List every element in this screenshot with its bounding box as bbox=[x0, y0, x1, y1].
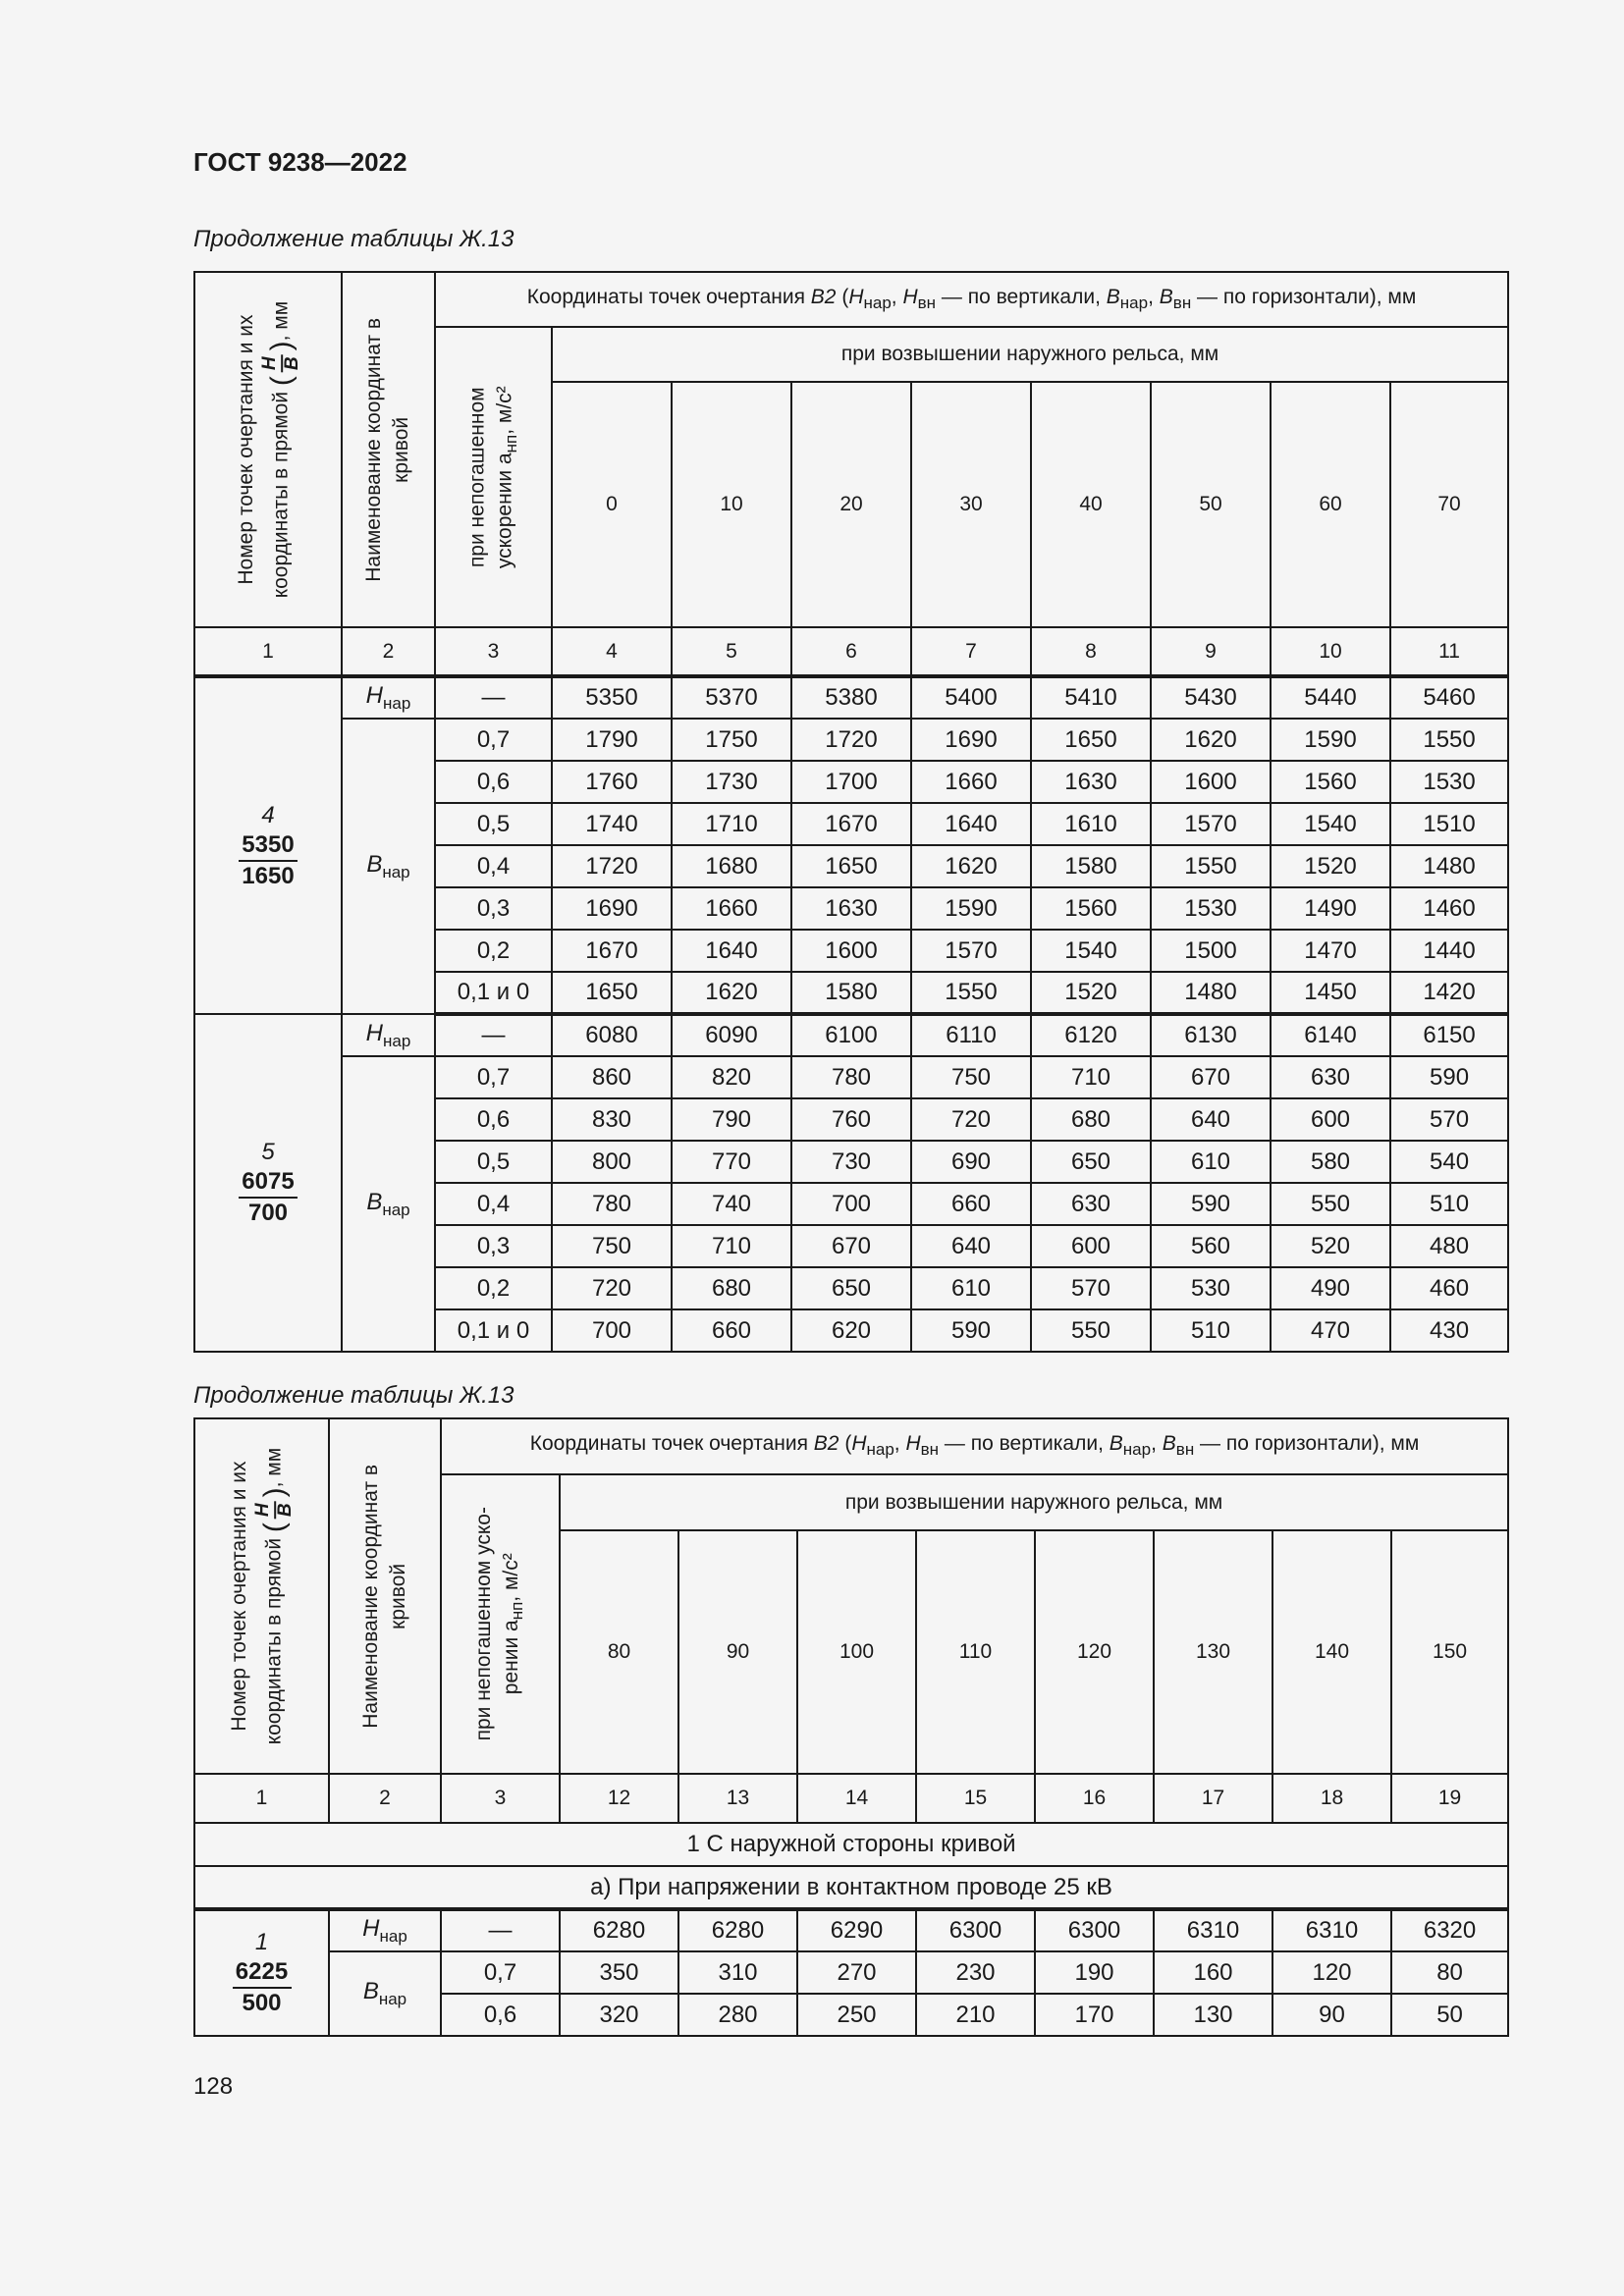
value-cell: 460 bbox=[1390, 1267, 1508, 1309]
value-cell: 480 bbox=[1390, 1225, 1508, 1267]
value-cell: 660 bbox=[911, 1183, 1031, 1225]
value-cell: 470 bbox=[1271, 1309, 1390, 1352]
value-cell: 1690 bbox=[911, 719, 1031, 761]
value-cell: 610 bbox=[1151, 1141, 1271, 1183]
elevation-header: 80 bbox=[560, 1530, 678, 1774]
acceleration-cell: 0,6 bbox=[435, 1098, 552, 1141]
value-cell: 5460 bbox=[1390, 676, 1508, 719]
value-cell: 1720 bbox=[552, 845, 672, 887]
value-cell: 1760 bbox=[552, 761, 672, 803]
table-caption: Продолжение таблицы Ж.13 bbox=[193, 226, 514, 252]
value-cell: 1540 bbox=[1031, 930, 1151, 972]
value-cell: 1550 bbox=[1390, 719, 1508, 761]
point-number: 5 bbox=[261, 1139, 275, 1165]
value-cell: 320 bbox=[560, 1994, 678, 2036]
acceleration-cell: 0,7 bbox=[435, 719, 552, 761]
elevation-header: 20 bbox=[791, 382, 911, 627]
value-cell: 1420 bbox=[1390, 972, 1508, 1014]
value-cell: 1600 bbox=[791, 930, 911, 972]
value-cell: 800 bbox=[552, 1141, 672, 1183]
value-cell: 280 bbox=[678, 1994, 797, 2036]
point-label bbox=[194, 1014, 342, 1352]
value-cell: 190 bbox=[1035, 1951, 1154, 1994]
value-cell: 1530 bbox=[1151, 887, 1271, 930]
value-cell: 750 bbox=[552, 1225, 672, 1267]
value-cell: 1600 bbox=[1151, 761, 1271, 803]
column-number: 1 bbox=[194, 1774, 329, 1823]
value-cell: 1630 bbox=[1031, 761, 1151, 803]
table-caption: Продолжение таблицы Ж.13 bbox=[193, 1382, 514, 1409]
value-cell: 1610 bbox=[1031, 803, 1151, 845]
acceleration-cell: 0,5 bbox=[435, 803, 552, 845]
elevation-header: 120 bbox=[1035, 1530, 1154, 1774]
value-cell: 580 bbox=[1271, 1141, 1390, 1183]
value-cell: 6300 bbox=[1035, 1909, 1154, 1951]
value-cell: 250 bbox=[797, 1994, 916, 2036]
value-cell: 680 bbox=[672, 1267, 791, 1309]
value-cell: 830 bbox=[552, 1098, 672, 1141]
value-cell: 1660 bbox=[672, 887, 791, 930]
value-cell: 1790 bbox=[552, 719, 672, 761]
table-row bbox=[194, 719, 1508, 761]
value-cell: 1590 bbox=[911, 887, 1031, 930]
value-cell: 1740 bbox=[552, 803, 672, 845]
value-cell: 6150 bbox=[1390, 1014, 1508, 1056]
value-cell: 1730 bbox=[672, 761, 791, 803]
acceleration-cell: 0,5 bbox=[435, 1141, 552, 1183]
value-cell: 610 bbox=[911, 1267, 1031, 1309]
value-cell: 600 bbox=[1031, 1225, 1151, 1267]
value-cell: 700 bbox=[791, 1183, 911, 1225]
value-cell: 1510 bbox=[1390, 803, 1508, 845]
column-number: 11 bbox=[1390, 627, 1508, 676]
value-cell: 710 bbox=[672, 1225, 791, 1267]
h-over-b-fraction: H B bbox=[252, 1503, 297, 1518]
value-cell: 5440 bbox=[1271, 676, 1390, 719]
value-cell: 6280 bbox=[560, 1909, 678, 1951]
elevation-header: 40 bbox=[1031, 382, 1151, 627]
column-number: 5 bbox=[672, 627, 791, 676]
value-cell: 720 bbox=[911, 1098, 1031, 1141]
value-cell: 6280 bbox=[678, 1909, 797, 1951]
acceleration-cell: 0,7 bbox=[435, 1056, 552, 1098]
point-coordinates bbox=[195, 801, 341, 891]
value-cell: 670 bbox=[791, 1225, 911, 1267]
table-row bbox=[194, 676, 1508, 719]
value-cell: 720 bbox=[552, 1267, 672, 1309]
value-cell: 5400 bbox=[911, 676, 1031, 719]
value-cell: 6080 bbox=[552, 1014, 672, 1056]
value-cell: 750 bbox=[911, 1056, 1031, 1098]
coord-letter: В bbox=[362, 1978, 379, 2005]
acceleration-cell: 0,3 bbox=[435, 887, 552, 930]
value-cell: 1570 bbox=[911, 930, 1031, 972]
value-cell: 570 bbox=[1390, 1098, 1508, 1141]
value-cell: 790 bbox=[672, 1098, 791, 1141]
value-cell: 1480 bbox=[1151, 972, 1271, 1014]
column-number: 18 bbox=[1272, 1774, 1391, 1823]
coord-name-b bbox=[342, 1056, 435, 1352]
value-cell: 570 bbox=[1031, 1267, 1151, 1309]
column-number: 3 bbox=[435, 627, 552, 676]
value-cell: 1590 bbox=[1271, 719, 1390, 761]
point-height: 5350 bbox=[239, 830, 298, 862]
value-cell: 710 bbox=[1031, 1056, 1151, 1098]
coord-subscript: нар bbox=[379, 1926, 407, 1946]
value-cell: 550 bbox=[1031, 1309, 1151, 1352]
coord-letter: Н bbox=[362, 1915, 380, 1943]
acceleration-cell: 0,2 bbox=[435, 1267, 552, 1309]
value-cell: 1530 bbox=[1390, 761, 1508, 803]
value-cell: 550 bbox=[1271, 1183, 1390, 1225]
point-width: 1650 bbox=[242, 862, 295, 889]
value-cell: 6300 bbox=[916, 1909, 1035, 1951]
coord-letter: Н bbox=[365, 682, 384, 710]
acceleration-cell: 0,1 и 0 bbox=[435, 1309, 552, 1352]
value-cell: 1650 bbox=[791, 845, 911, 887]
value-cell: 1620 bbox=[672, 972, 791, 1014]
elevation-header: 140 bbox=[1272, 1530, 1391, 1774]
elevation-header: 150 bbox=[1391, 1530, 1508, 1774]
data-table-1 bbox=[193, 271, 1509, 1353]
value-cell: 1670 bbox=[552, 930, 672, 972]
elevation-header: 130 bbox=[1154, 1530, 1272, 1774]
value-cell: 1690 bbox=[552, 887, 672, 930]
value-cell: 1440 bbox=[1390, 930, 1508, 972]
value-cell: 1500 bbox=[1151, 930, 1271, 972]
column-number: 17 bbox=[1154, 1774, 1272, 1823]
value-cell: 690 bbox=[911, 1141, 1031, 1183]
value-cell: 1550 bbox=[911, 972, 1031, 1014]
value-cell: 1520 bbox=[1031, 972, 1151, 1014]
value-cell: 1640 bbox=[911, 803, 1031, 845]
elevation-header: 30 bbox=[911, 382, 1031, 627]
point-label bbox=[194, 676, 342, 1014]
value-cell: 820 bbox=[672, 1056, 791, 1098]
column-number: 7 bbox=[911, 627, 1031, 676]
column-number: 2 bbox=[342, 627, 435, 676]
value-cell: 1470 bbox=[1271, 930, 1390, 972]
header-point-number: Номер точек очертания и их координаты в прямой ( H B ), мм bbox=[194, 1418, 329, 1774]
value-cell: 6140 bbox=[1271, 1014, 1390, 1056]
value-cell: 640 bbox=[911, 1225, 1031, 1267]
value-cell: 1630 bbox=[791, 887, 911, 930]
header-main: Координаты точек очертания В2 ($Н_{нар}$, $Н_{вн}$ — по вертикали, $В_{нар}$, $В_{вн}$ — по горизонтали), мм bbox=[435, 272, 1508, 327]
coord-letter: Н bbox=[365, 1019, 384, 1046]
column-number: 2 bbox=[329, 1774, 441, 1823]
column-number: 12 bbox=[560, 1774, 678, 1823]
coord-letter: В bbox=[366, 1188, 383, 1215]
value-cell: 310 bbox=[678, 1951, 797, 1994]
value-cell: 170 bbox=[1035, 1994, 1154, 2036]
value-cell: 680 bbox=[1031, 1098, 1151, 1141]
header-elevation: при возвышении наружного рельса, мм bbox=[552, 327, 1508, 382]
acceleration-cell: 0,3 bbox=[435, 1225, 552, 1267]
value-cell: 600 bbox=[1271, 1098, 1390, 1141]
value-cell: 670 bbox=[1151, 1056, 1271, 1098]
column-number: 3 bbox=[441, 1774, 560, 1823]
column-number: 4 bbox=[552, 627, 672, 676]
value-cell: 770 bbox=[672, 1141, 791, 1183]
value-cell: 6120 bbox=[1031, 1014, 1151, 1056]
point-height: 6225 bbox=[233, 1957, 292, 1989]
value-cell: 1540 bbox=[1271, 803, 1390, 845]
value-cell: 660 bbox=[672, 1309, 791, 1352]
value-cell: 1580 bbox=[791, 972, 911, 1014]
value-cell: 5410 bbox=[1031, 676, 1151, 719]
acceleration-cell: 0,7 bbox=[441, 1951, 560, 1994]
elevation-header: 90 bbox=[678, 1530, 797, 1774]
section-title: 1 С наружной стороны кривой bbox=[194, 1823, 1508, 1866]
value-cell: 1560 bbox=[1031, 887, 1151, 930]
point-label bbox=[194, 1909, 329, 2036]
value-cell: 270 bbox=[797, 1951, 916, 1994]
value-cell: 1450 bbox=[1271, 972, 1390, 1014]
acceleration-cell: 0,6 bbox=[441, 1994, 560, 2036]
header-main: Координаты точек очертания В2 ($Н_{нар}$, $Н_{вн}$ — по вертикали, $В_{нар}$, $В_{вн}$ — по горизонтали), мм bbox=[441, 1418, 1508, 1474]
point-coordinates bbox=[195, 1138, 341, 1228]
value-cell: 780 bbox=[552, 1183, 672, 1225]
elevation-header: 0 bbox=[552, 382, 672, 627]
value-cell: 510 bbox=[1390, 1183, 1508, 1225]
page-number: 128 bbox=[193, 2073, 234, 2100]
value-cell: 5380 bbox=[791, 676, 911, 719]
point-coordinates bbox=[195, 1928, 328, 2018]
value-cell: 630 bbox=[1031, 1183, 1151, 1225]
coord-letter: В bbox=[366, 850, 383, 878]
point-number: 1 bbox=[254, 1929, 269, 1955]
column-number: 15 bbox=[916, 1774, 1035, 1823]
value-cell: 6310 bbox=[1272, 1909, 1391, 1951]
header-acceleration: при непогашенном ускорении $a_{нп}$, м/с² bbox=[435, 327, 552, 627]
value-cell: 50 bbox=[1391, 1994, 1508, 2036]
value-cell: 6100 bbox=[791, 1014, 911, 1056]
value-cell: 230 bbox=[916, 1951, 1035, 1994]
column-number: 1 bbox=[194, 627, 342, 676]
value-cell: 6110 bbox=[911, 1014, 1031, 1056]
value-cell: 620 bbox=[791, 1309, 911, 1352]
document-header: ГОСТ 9238—2022 bbox=[193, 147, 407, 177]
value-cell: 130 bbox=[1154, 1994, 1272, 2036]
table-row bbox=[194, 1951, 1508, 1994]
coord-name-h bbox=[329, 1909, 441, 1951]
elevation-header: 100 bbox=[797, 1530, 916, 1774]
coord-subscript: нар bbox=[382, 1200, 410, 1219]
value-cell: 1680 bbox=[672, 845, 791, 887]
value-cell: 1550 bbox=[1151, 845, 1271, 887]
value-cell: 1670 bbox=[791, 803, 911, 845]
coord-subscript: нар bbox=[382, 862, 410, 881]
coord-name-b bbox=[342, 719, 435, 1014]
value-cell: 1640 bbox=[672, 930, 791, 972]
column-number: 16 bbox=[1035, 1774, 1154, 1823]
value-cell: 1660 bbox=[911, 761, 1031, 803]
value-cell: 6310 bbox=[1154, 1909, 1272, 1951]
table-row bbox=[194, 1909, 1508, 1951]
value-cell: 510 bbox=[1151, 1309, 1271, 1352]
point-number: 4 bbox=[261, 801, 275, 828]
elevation-header: 50 bbox=[1151, 382, 1271, 627]
value-cell: 590 bbox=[911, 1309, 1031, 1352]
coord-subscript: нар bbox=[383, 1031, 411, 1050]
value-cell: 560 bbox=[1151, 1225, 1271, 1267]
value-cell: 90 bbox=[1272, 1994, 1391, 2036]
value-cell: 760 bbox=[791, 1098, 911, 1141]
value-cell: 350 bbox=[560, 1951, 678, 1994]
value-cell: 1650 bbox=[552, 972, 672, 1014]
subsection-title: а) При напряжении в контактном проводе 25 кВ bbox=[194, 1866, 1508, 1909]
value-cell: 160 bbox=[1154, 1951, 1272, 1994]
acceleration-cell: 0,4 bbox=[435, 1183, 552, 1225]
value-cell: 1580 bbox=[1031, 845, 1151, 887]
coord-subscript: нар bbox=[383, 693, 411, 713]
value-cell: 650 bbox=[791, 1267, 911, 1309]
value-cell: 5430 bbox=[1151, 676, 1271, 719]
column-number: 19 bbox=[1391, 1774, 1508, 1823]
point-width: 700 bbox=[247, 1200, 289, 1226]
value-cell: 1460 bbox=[1390, 887, 1508, 930]
value-cell: 490 bbox=[1271, 1267, 1390, 1309]
value-cell: 1570 bbox=[1151, 803, 1271, 845]
header-coordinate-name: Наименование координат в кривой bbox=[329, 1418, 441, 1774]
value-cell: 730 bbox=[791, 1141, 911, 1183]
value-cell: 1480 bbox=[1390, 845, 1508, 887]
value-cell: 1710 bbox=[672, 803, 791, 845]
value-cell: 590 bbox=[1390, 1056, 1508, 1098]
column-number: 8 bbox=[1031, 627, 1151, 676]
value-cell: 640 bbox=[1151, 1098, 1271, 1141]
value-cell: 5370 bbox=[672, 676, 791, 719]
acceleration-cell: — bbox=[441, 1909, 560, 1951]
header-coordinate-name: Наименование координат в кривой bbox=[342, 272, 435, 627]
column-number: 14 bbox=[797, 1774, 916, 1823]
value-cell: 530 bbox=[1151, 1267, 1271, 1309]
value-cell: 520 bbox=[1271, 1225, 1390, 1267]
value-cell: 1620 bbox=[911, 845, 1031, 887]
value-cell: 6290 bbox=[797, 1909, 916, 1951]
coord-subscript: нар bbox=[378, 1989, 407, 2008]
value-cell: 210 bbox=[916, 1994, 1035, 2036]
value-cell: 1720 bbox=[791, 719, 911, 761]
value-cell: 590 bbox=[1151, 1183, 1271, 1225]
value-cell: 6130 bbox=[1151, 1014, 1271, 1056]
point-width: 500 bbox=[242, 1990, 282, 2016]
h-over-b-fraction: H B bbox=[259, 356, 303, 371]
table-row bbox=[194, 1056, 1508, 1098]
coord-name-h bbox=[342, 1014, 435, 1056]
data-table-2 bbox=[193, 1417, 1509, 2037]
value-cell: 1650 bbox=[1031, 719, 1151, 761]
elevation-header: 60 bbox=[1271, 382, 1390, 627]
elevation-header: 10 bbox=[672, 382, 791, 627]
value-cell: 5350 bbox=[552, 676, 672, 719]
value-cell: 120 bbox=[1272, 1951, 1391, 1994]
value-cell: 1490 bbox=[1271, 887, 1390, 930]
value-cell: 630 bbox=[1271, 1056, 1390, 1098]
value-cell: 1620 bbox=[1151, 719, 1271, 761]
acceleration-cell: 0,1 и 0 bbox=[435, 972, 552, 1014]
column-number: 13 bbox=[678, 1774, 797, 1823]
table-row bbox=[194, 1014, 1508, 1056]
value-cell: 700 bbox=[552, 1309, 672, 1352]
acceleration-cell: 0,6 bbox=[435, 761, 552, 803]
value-cell: 740 bbox=[672, 1183, 791, 1225]
value-cell: 80 bbox=[1391, 1951, 1508, 1994]
value-cell: 650 bbox=[1031, 1141, 1151, 1183]
value-cell: 540 bbox=[1390, 1141, 1508, 1183]
elevation-header: 70 bbox=[1390, 382, 1508, 627]
value-cell: 1700 bbox=[791, 761, 911, 803]
value-cell: 780 bbox=[791, 1056, 911, 1098]
value-cell: 860 bbox=[552, 1056, 672, 1098]
header-point-number: Номер точек очертания и их координаты в прямой ( H B ), мм bbox=[194, 272, 342, 627]
column-number: 10 bbox=[1271, 627, 1390, 676]
column-number: 9 bbox=[1151, 627, 1271, 676]
value-cell: 1520 bbox=[1271, 845, 1390, 887]
header-acceleration: при непогашенном уско- рении $a_{нп}$, м/с² bbox=[441, 1474, 560, 1774]
acceleration-cell: 0,4 bbox=[435, 845, 552, 887]
header-elevation: при возвышении наружного рельса, мм bbox=[560, 1474, 1508, 1530]
value-cell: 6090 bbox=[672, 1014, 791, 1056]
acceleration-cell: — bbox=[435, 676, 552, 719]
acceleration-cell: 0,2 bbox=[435, 930, 552, 972]
column-number: 6 bbox=[791, 627, 911, 676]
point-height: 6075 bbox=[239, 1167, 298, 1199]
value-cell: 1750 bbox=[672, 719, 791, 761]
coord-name-h bbox=[342, 676, 435, 719]
coord-name-b bbox=[329, 1951, 441, 2036]
elevation-header: 110 bbox=[916, 1530, 1035, 1774]
acceleration-cell: — bbox=[435, 1014, 552, 1056]
value-cell: 1560 bbox=[1271, 761, 1390, 803]
value-cell: 430 bbox=[1390, 1309, 1508, 1352]
value-cell: 6320 bbox=[1391, 1909, 1508, 1951]
